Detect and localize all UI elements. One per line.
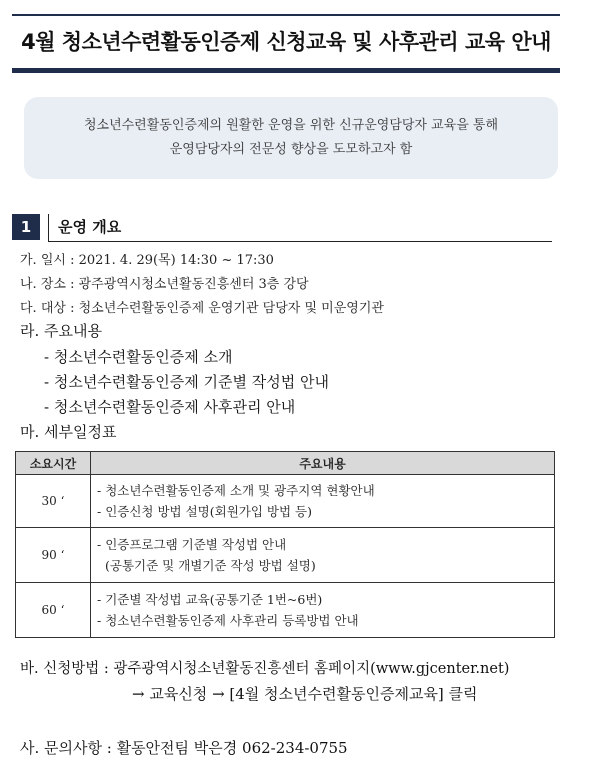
contact-info: 사. 문의사항 : 활동안전팀 박은경 062-234-0755	[20, 739, 348, 757]
table-row	[16, 583, 555, 638]
section-title: 운영 개요	[58, 218, 122, 236]
row-content-line: - 청소년수련활동인증제 소개 및 광주지역 현황안내	[97, 483, 375, 498]
schedule-table	[15, 451, 555, 638]
overview-place: 나. 장소 : 광주광역시청소년활동진흥센터 3층 강당	[20, 277, 309, 292]
section-header	[12, 214, 552, 240]
purpose-summary-box	[24, 97, 558, 179]
row-time: 30 ‘	[16, 475, 91, 528]
row-content-line: - 기준별 작성법 교육(공통기준 1번~6번)	[97, 592, 323, 607]
main-content-item: - 청소년수련활동인증제 소개	[44, 348, 233, 366]
overview-target: 다. 대상 : 청소년수련활동인증제 운영기관 담당자 및 미운영기관	[20, 301, 384, 316]
header-time: 소요시간	[16, 452, 91, 475]
summary-line: 청소년수련활동인증제의 원활한 운영을 위한 신규운영담당자 교육을 통해	[83, 118, 499, 133]
main-content-item: - 청소년수련활동인증제 사후관리 안내	[44, 398, 296, 416]
row-content-line: - 인증프로그램 기준별 작성법 안내	[97, 537, 287, 552]
page-title: 4월 청소년수련활동인증제 신청교육 및 사후관리 교육 안내	[21, 30, 551, 54]
section-divider	[48, 214, 49, 242]
table-header-row	[16, 452, 555, 475]
header-content: 주요내용	[91, 452, 555, 475]
row-time: 90 ‘	[16, 528, 91, 583]
apply-steps: → 교육신청 → [4월 청소년수련활동인증제교육] 클릭	[132, 685, 478, 703]
section-underline	[48, 241, 552, 242]
summary-line: 운영담당자의 전문성 향상을 도모하고자 함	[169, 142, 413, 157]
row-time: 60 ‘	[16, 583, 91, 638]
row-content-line: - 인증신청 방법 설명(회원가입 방법 등)	[97, 504, 312, 519]
table-row	[16, 475, 555, 528]
row-content	[91, 583, 555, 638]
table-row	[16, 528, 555, 583]
main-content-item: - 청소년수련활동인증제 기준별 작성법 안내	[44, 373, 329, 391]
section-number: 1	[12, 214, 40, 240]
overview-date: 가. 일시 : 2021. 4. 29(목) 14:30 ~ 17:30	[20, 253, 274, 268]
title-block	[12, 14, 560, 73]
schedule-heading: 마. 세부일정표	[20, 423, 117, 441]
row-content-line: - 청소년수련활동인증제 사후관리 등록방법 안내	[97, 613, 359, 628]
row-content	[91, 528, 555, 583]
row-content	[91, 475, 555, 528]
overview-main-heading: 라. 주요내용	[20, 322, 102, 340]
apply-method: 바. 신청방법 : 광주광역시청소년활동진흥센터 홈페이지(www.gjcenter.net)	[20, 661, 510, 677]
row-content-line: (공통기준 및 개별기준 작성 방법 설명)	[105, 558, 316, 573]
title-bottom-rule	[12, 68, 560, 73]
